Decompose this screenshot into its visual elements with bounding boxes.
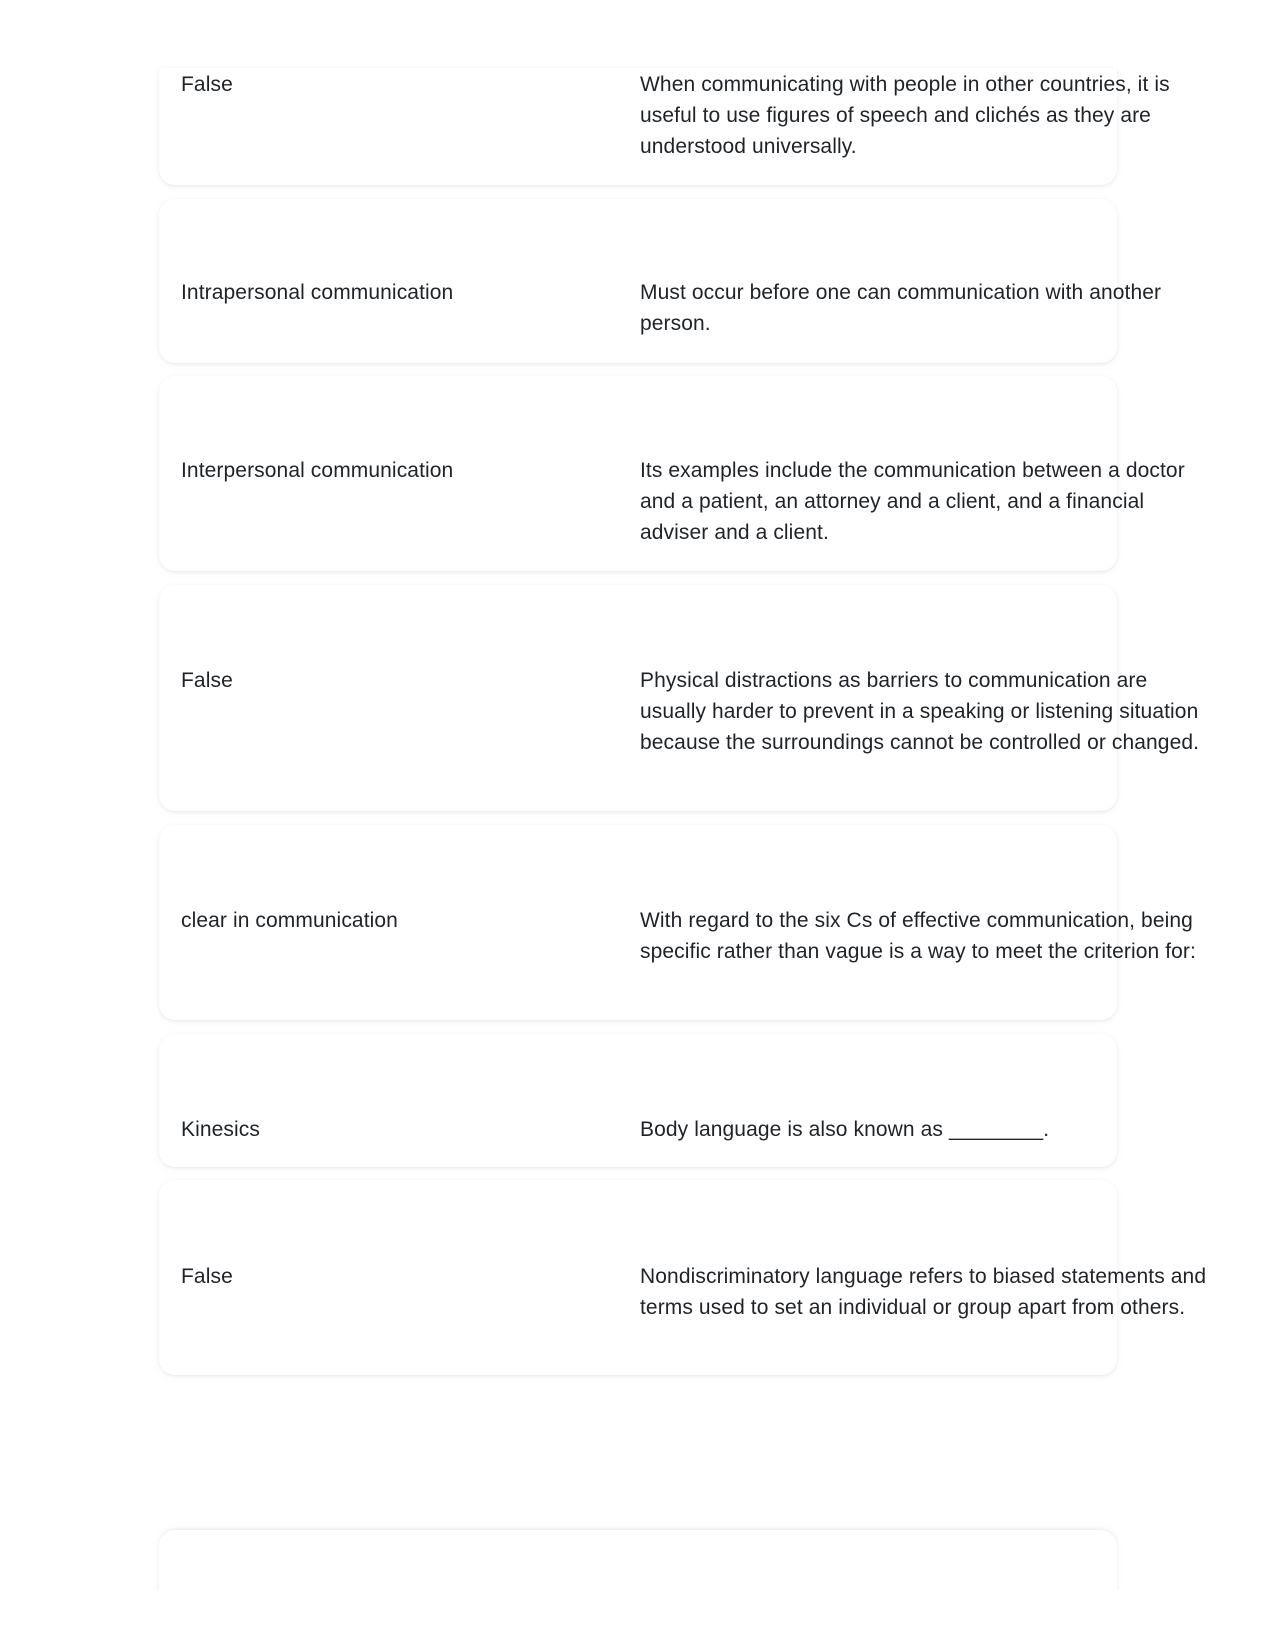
flashcard[interactable]	[159, 68, 1170, 185]
card-term: False	[181, 73, 233, 96]
flashcard[interactable]	[159, 376, 1185, 571]
flashcard[interactable]	[159, 585, 1200, 811]
flashcard[interactable]	[159, 825, 1196, 1020]
card-term: Intrapersonal communication	[181, 281, 454, 304]
flashcard[interactable]	[159, 199, 1162, 363]
card-term: Interpersonal communication	[181, 459, 454, 482]
page-bottom-edge	[0, 1590, 1275, 1650]
card-definition: Must occur before one can communication with another person.	[640, 281, 1162, 335]
card-definition: Physical distractions as barriers to communication are usually harder to prevent in a speaking or listening situation because the surroundings cannot be controlled or changed.	[640, 669, 1200, 754]
card-definition: With regard to the six Cs of effective communication, being specific rather than vague is a way to meet the criterion for:	[640, 909, 1196, 963]
card-term: False	[181, 1265, 233, 1288]
card-definition: Its examples include the communication between a doctor and a patient, an attorney and a client, and a financial adviser and a client.	[640, 459, 1185, 544]
card-definition: When communicating with people in other countries, it is useful to use figures of speech and clichés as they are understood universally.	[640, 73, 1170, 158]
card-term: False	[181, 669, 233, 692]
card-term: Kinesics	[181, 1118, 260, 1141]
card-definition: Body language is also known as ________.	[640, 1118, 1050, 1141]
flashcard[interactable]	[159, 1180, 1207, 1375]
flashcard[interactable]	[159, 1034, 1117, 1167]
card-term: clear in communication	[181, 909, 398, 932]
card-definition: Nondiscriminatory language refers to biased statements and terms used to set an individual or group apart from others.	[640, 1265, 1207, 1319]
